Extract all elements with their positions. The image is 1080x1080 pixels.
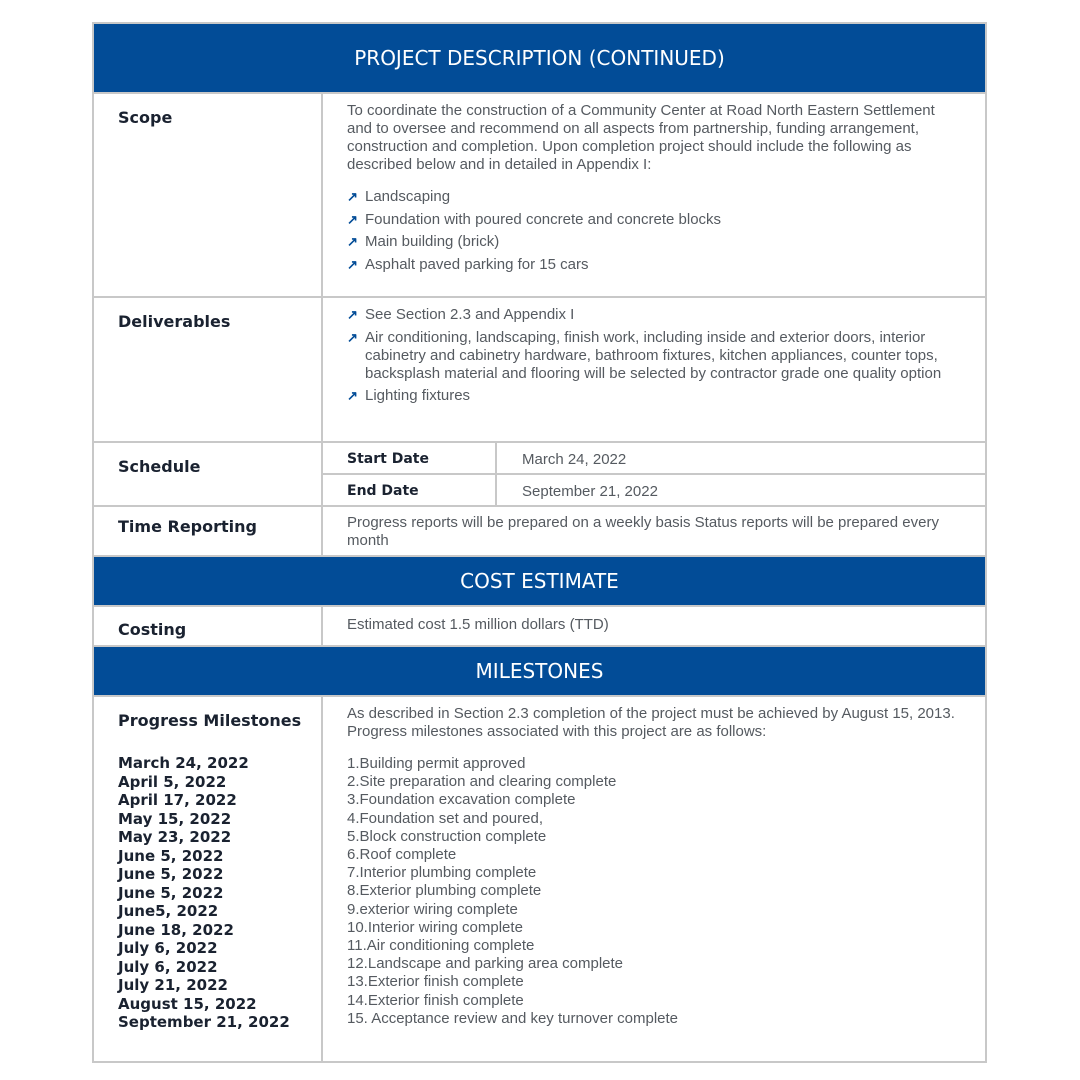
milestone-date: July 6, 2022: [118, 957, 218, 976]
row-scope: [94, 94, 985, 298]
end-date-label: End Date: [323, 475, 497, 505]
milestone-item: 12.Landscape and parking area complete: [347, 955, 624, 973]
row-label-deliverables: Deliverables: [94, 298, 323, 441]
row-label-costing: Costing: [94, 607, 323, 645]
milestone-item: 9.exterior wiring complete: [347, 900, 518, 918]
milestone-item: 2.Site preparation and clearing complete: [347, 773, 617, 791]
section-header-milestones: [94, 647, 985, 697]
schedule-table: [323, 443, 985, 505]
milestone-date: June 18, 2022: [118, 920, 234, 939]
schedule-row-start: [323, 443, 985, 473]
row-label-schedule: Schedule: [94, 443, 323, 505]
milestone-item: 11.Air conditioning complete: [347, 937, 535, 955]
scope-content: [323, 94, 985, 296]
milestone-date: August 15, 2022: [118, 994, 257, 1013]
milestone-date: May 15, 2022: [118, 809, 232, 828]
milestone-date: April 17, 2022: [118, 791, 237, 809]
deliverables-content: [323, 298, 985, 441]
list-item: ↗ Main building (brick): [347, 233, 500, 250]
row-time-reporting: [94, 507, 985, 557]
milestone-item: 14.Exterior finish complete: [347, 991, 524, 1009]
row-progress-milestones: [94, 697, 985, 1061]
section-title: COST ESTIMATE: [460, 569, 619, 593]
scope-bullet-list: [347, 188, 961, 274]
milestone-item: 8.Exterior plumbing complete: [347, 882, 542, 900]
milestones-intro: As described in Section 2.3 completion of the project must be achieved by August 15, 2013. Progress milestones associated with this project are as follows:: [347, 705, 955, 740]
list-item: ↗ Landscaping: [347, 188, 451, 205]
milestones-content: [323, 697, 985, 1061]
costing-text: Estimated cost 1.5 million dollars (TTD): [347, 616, 609, 633]
milestone-date: March 24, 2022: [118, 754, 249, 772]
list-item: ↗ Lighting fixtures: [347, 387, 471, 404]
start-date-label: Start Date: [323, 443, 497, 473]
milestone-date: July 6, 2022: [118, 939, 218, 957]
arrow-up-right-icon: ↗: [347, 307, 358, 322]
milestone-date-list: [118, 754, 321, 1032]
milestone-item: 5.Block construction complete: [347, 827, 547, 845]
list-item: ↗ Air conditioning, landscaping, finish work, including inside and exterior doors, interior cabinetry and cabinetry hardware, bathroom fixtures, kitchen appliances, counter tops, backsplash material and flooring will be selected by contractor grade one quality option: [347, 328, 942, 382]
row-label-scope: Scope: [94, 94, 323, 296]
milestone-item: 10.Interior wiring complete: [347, 918, 523, 936]
milestone-item: 13.Exterior finish complete: [347, 973, 524, 991]
milestone-date: June 5, 2022: [118, 883, 224, 902]
arrow-up-right-icon: ↗: [347, 329, 358, 345]
arrow-up-right-icon: ↗: [347, 388, 358, 403]
row-costing: [94, 607, 985, 647]
section-title: PROJECT DESCRIPTION (CONTINUED): [354, 46, 725, 70]
milestone-item: 6.Roof complete: [347, 846, 457, 864]
list-item: ↗ Asphalt paved parking for 15 cars: [347, 255, 589, 273]
arrow-up-right-icon: ↗: [347, 211, 358, 227]
section-title: MILESTONES: [475, 659, 604, 683]
list-item: ↗ See Section 2.3 and Appendix I: [347, 306, 575, 323]
milestone-date: July 21, 2022: [118, 976, 228, 994]
deliverables-bullet-list: [347, 306, 961, 405]
milestone-date: June 5, 2022: [118, 865, 224, 883]
project-document: [92, 22, 987, 1063]
arrow-up-right-icon: ↗: [347, 234, 358, 249]
schedule-row-end: [323, 473, 985, 505]
start-date-value: March 24, 2022: [522, 451, 627, 468]
milestone-dates-column: [94, 697, 323, 1061]
milestone-date: June 5, 2022: [118, 846, 224, 865]
milestone-date: May 23, 2022: [118, 828, 232, 846]
row-schedule: [94, 443, 985, 507]
arrow-up-right-icon: ↗: [347, 189, 358, 204]
milestone-date: April 5, 2022: [118, 772, 227, 791]
time-reporting-text: Progress reports will be prepared on a weekly basis Status reports will be prepared every month: [347, 514, 939, 549]
section-header-project-description: [94, 24, 985, 94]
milestone-item: 3.Foundation excavation complete: [347, 791, 576, 809]
milestone-item: 4.Foundation set and poured,: [347, 809, 543, 827]
row-label-progress-milestones: Progress Milestones: [118, 711, 302, 730]
list-item: ↗ Foundation with poured concrete and concrete blocks: [347, 210, 722, 228]
section-header-cost-estimate: [94, 557, 985, 607]
milestone-date: June5, 2022: [118, 902, 219, 920]
milestone-item: 7.Interior plumbing complete: [347, 864, 537, 882]
arrow-up-right-icon: ↗: [347, 256, 358, 272]
row-label-time-reporting: Time Reporting: [94, 507, 323, 555]
milestone-item: 1.Building permit approved: [347, 755, 526, 772]
milestone-item: 15. Acceptance review and key turnover complete: [347, 1009, 679, 1027]
milestone-date: September 21, 2022: [118, 1013, 290, 1031]
scope-text: To coordinate the construction of a Community Center at Road North Eastern Settlement and to oversee and recommend on all aspects from partnership, funding arrangement, construction and completion. Upon completion project should include the following as described below and in detailed in Appendix I:: [347, 102, 935, 173]
milestone-item-list: [347, 755, 961, 1028]
end-date-value: September 21, 2022: [522, 483, 658, 500]
row-deliverables: [94, 298, 985, 443]
